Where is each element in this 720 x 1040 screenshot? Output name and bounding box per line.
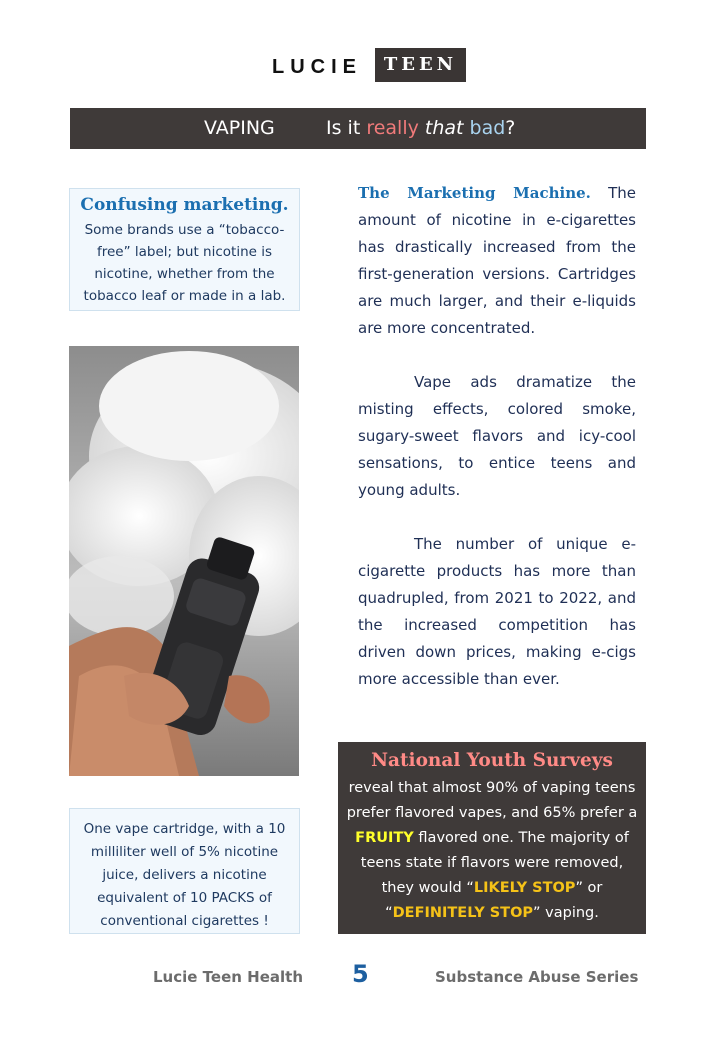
article-lead: The Marketing Machine. <box>358 184 591 202</box>
article-paragraph-1 <box>358 180 636 342</box>
footer-series: Substance Abuse Series <box>435 968 639 986</box>
sidebox-body: Some brands use a “tobacco-free” label; but nicotine is nicotine, whether from the tobacco leaf or made in a lab. <box>83 222 286 304</box>
survey-text-2: flavored one. The majority of teens state if flavors were removed, they would “ <box>360 830 629 896</box>
article-paragraph-3: The number of unique e-cigarette products has more than quadrupled, from 2021 to 2022, and the increased competition has driven down prices, making e-cigs more accessible than ever. <box>358 535 636 688</box>
survey-definitely-stop: DEFINITELY STOP <box>392 905 534 921</box>
survey-body <box>344 776 640 926</box>
logo-word-teen: TEEN <box>375 48 466 82</box>
article-paragraph-2: Vape ads dramatize the misting effects, colored smoke, sugary-sweet flavors and icy-cool sensations, to entice teens and young adults. <box>358 373 636 499</box>
question-really: really <box>366 117 419 139</box>
question-suffix: ? <box>505 117 516 139</box>
title-banner <box>70 108 646 149</box>
banner-topic: VAPING <box>204 117 275 139</box>
article-marketing-machine <box>358 180 636 720</box>
question-bad: bad <box>469 117 506 139</box>
sidebox-title: Confusing marketing. <box>80 195 289 215</box>
footer-publication: Lucie Teen Health <box>153 968 303 986</box>
page-number: 5 <box>352 960 369 988</box>
survey-title: National Youth Surveys <box>371 750 613 771</box>
survey-callout <box>338 742 646 934</box>
question-that: that <box>424 117 464 139</box>
survey-text-1: reveal that almost 90% of vaping teens prefer flavored vapes, and 65% prefer a <box>346 780 638 821</box>
question-prefix: Is it <box>326 117 367 139</box>
article-p1-text: The amount of nicotine in e-cigarettes has drastically increased from the first-generation versions. Cartridges are much larger, and their e-liquids are more concentrated. <box>358 184 636 337</box>
survey-likely-stop: LIKELY STOP <box>473 880 576 896</box>
survey-fruity: FRUITY <box>355 830 414 846</box>
page-footer <box>0 960 720 996</box>
logo-word-lucie: LUCIE <box>272 56 362 78</box>
vape-device-smoke-photo-icon <box>69 346 299 776</box>
sidebox-confusing-marketing <box>69 188 300 311</box>
survey-text-4: ” vaping. <box>533 905 599 921</box>
sidebox-cartridge-fact: One vape cartridge, with a 10 milliliter well of 5% nicotine juice, delivers a nicotine equivalent of 10 PACKS of conventional cigarettes ! <box>69 808 300 934</box>
banner-question <box>326 108 515 149</box>
logo <box>0 48 720 84</box>
vape-photo <box>69 346 299 776</box>
survey-text-3: ” or “ <box>385 880 603 921</box>
